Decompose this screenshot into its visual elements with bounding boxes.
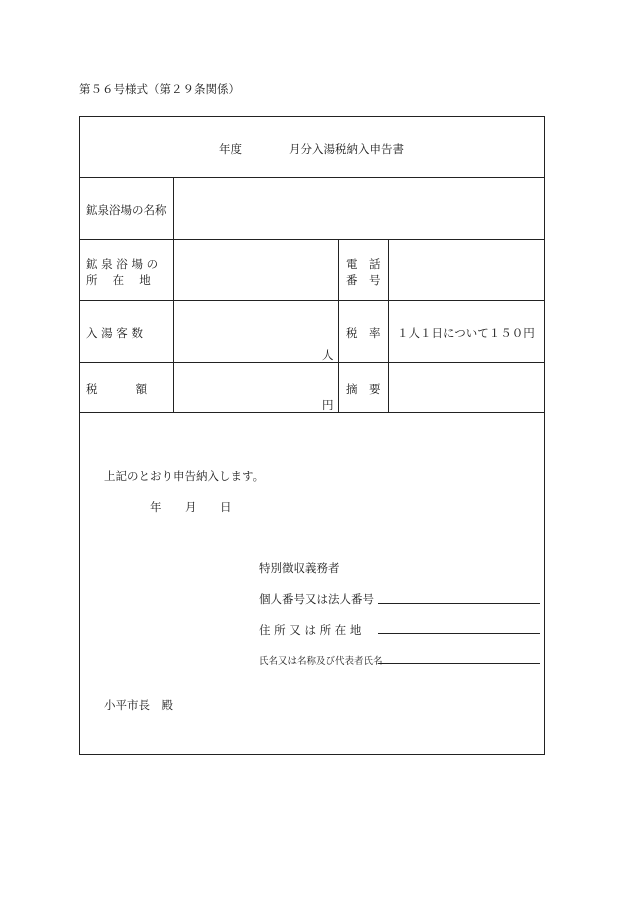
facility-name-label: 鉱泉浴場の名称 bbox=[86, 203, 167, 217]
id-number-line[interactable] bbox=[378, 603, 540, 604]
form-number: 第５６号様式（第２９条関係） bbox=[79, 82, 240, 96]
collector-title: 特別徴収義務者 bbox=[259, 561, 340, 575]
tax-amount-unit: 円 bbox=[322, 398, 334, 412]
form-title: 月分入湯税納入申告書 bbox=[289, 142, 404, 156]
facility-name-field[interactable] bbox=[174, 178, 544, 238]
name-label: 氏名又は名称及び代表者氏名 bbox=[259, 656, 383, 667]
id-number-label: 個人番号又は法人番号 bbox=[259, 592, 374, 606]
title-year-label: 年度 bbox=[219, 142, 242, 156]
remarks-field[interactable] bbox=[389, 363, 544, 411]
visitors-field[interactable] bbox=[174, 301, 337, 361]
remarks-label: 摘 要 bbox=[346, 382, 381, 396]
address-line[interactable] bbox=[378, 633, 540, 634]
date-day-label: 日 bbox=[220, 500, 232, 514]
column-divider bbox=[338, 239, 339, 412]
location-label-line2: 所 在 地 bbox=[86, 273, 151, 287]
tax-rate-label: 税 率 bbox=[346, 326, 381, 340]
tax-rate-value: １人１日について１５０円 bbox=[397, 326, 535, 340]
date-month-label: 月 bbox=[185, 500, 197, 514]
phone-label-line2: 番 号 bbox=[346, 273, 381, 287]
location-field[interactable] bbox=[174, 240, 337, 299]
name-line[interactable] bbox=[378, 663, 540, 664]
date-year-label: 年 bbox=[150, 500, 162, 514]
tax-amount-label: 税 額 bbox=[86, 382, 148, 396]
location-label-line1: 鉱 泉 浴 場 の bbox=[86, 257, 159, 271]
visitors-unit: 人 bbox=[322, 348, 334, 362]
visitors-label: 入 湯 客 数 bbox=[86, 326, 143, 340]
row-divider bbox=[79, 412, 545, 413]
address-label: 住 所 又 は 所 在 地 bbox=[259, 623, 362, 637]
phone-field[interactable] bbox=[389, 240, 544, 299]
addressee: 小平市長 殿 bbox=[104, 698, 173, 712]
declaration-statement: 上記のとおり申告納入します。 bbox=[104, 469, 265, 483]
tax-amount-field[interactable] bbox=[174, 363, 337, 411]
phone-label-line1: 電 話 bbox=[346, 257, 381, 271]
